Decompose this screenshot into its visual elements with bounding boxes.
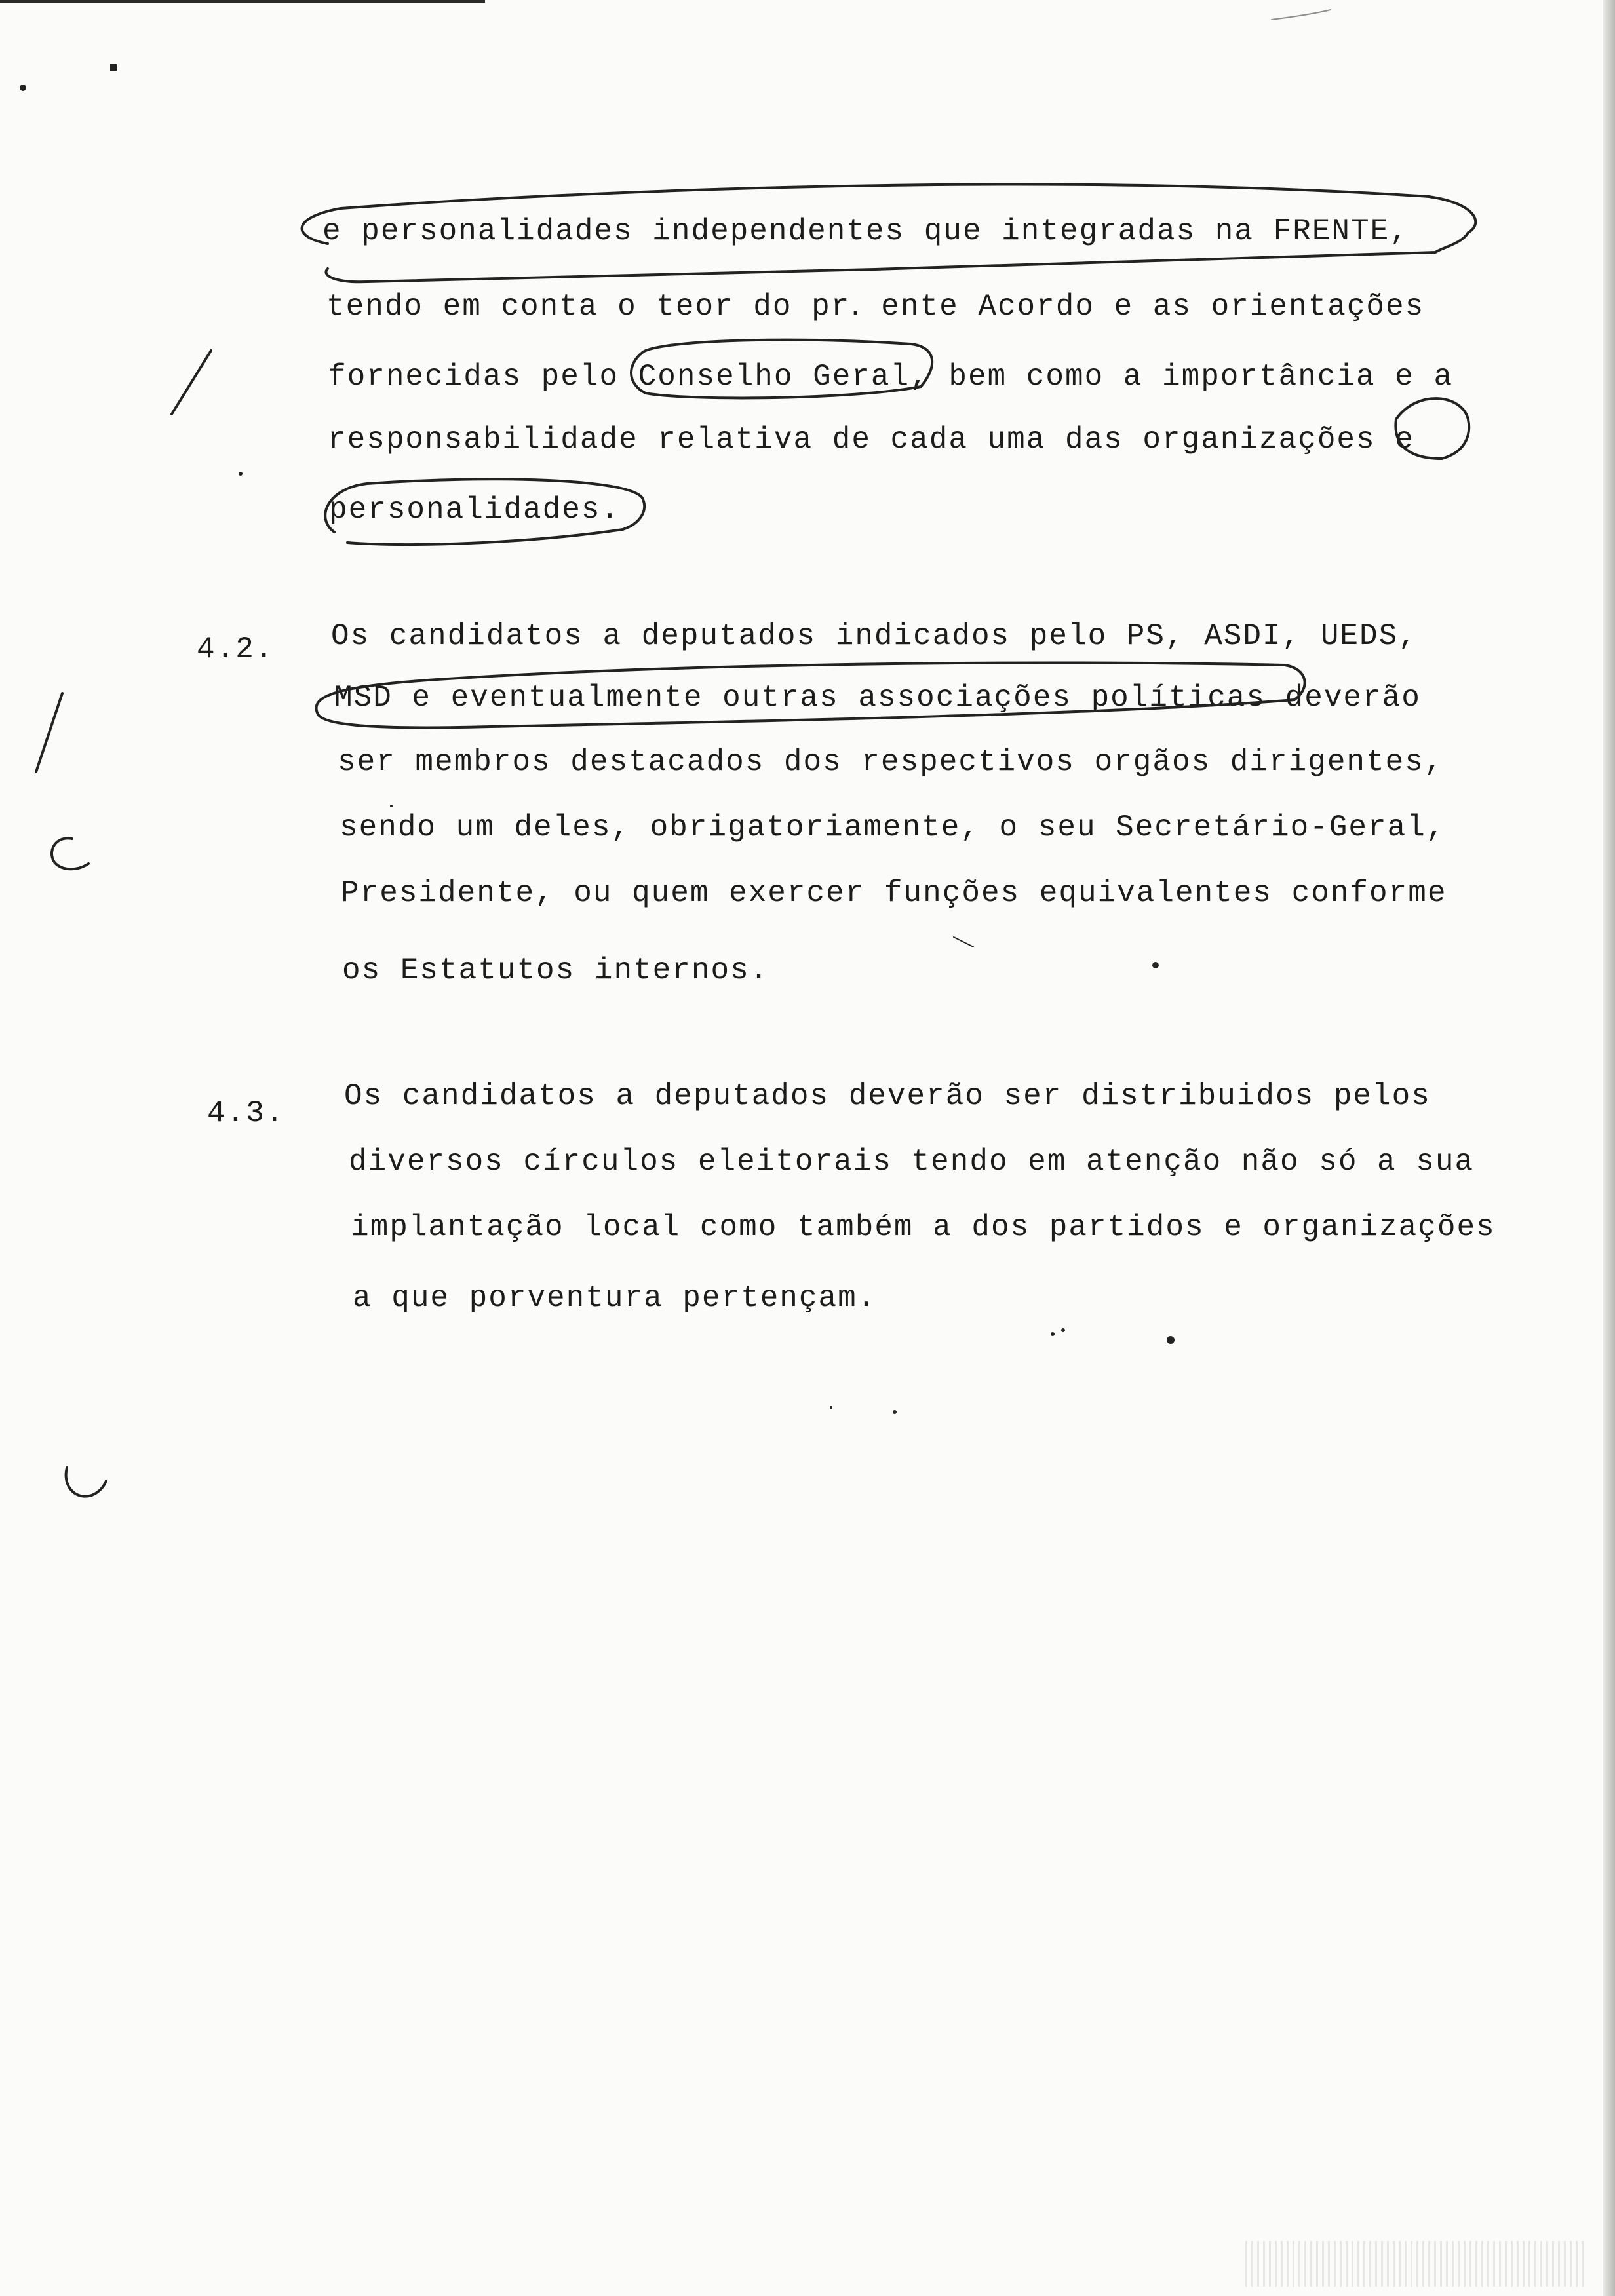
text-line: os Estatutos internos. [342,953,769,987]
ink-dot [1167,1336,1175,1344]
scan-noise [1245,2241,1586,2287]
text-line: ser membros destacados dos respectivos orgãos dirigentes, [338,745,1444,779]
ink-dot [893,1410,897,1414]
text-line: Os candidatos a deputados indicados pelo PS, ASDI, UEDS, [331,619,1418,653]
text-line: Presidente, ou quem exercer funções equivalentes conforme [341,876,1447,910]
section-number: 4.3. [207,1096,285,1130]
text-line: implantação local como também a dos partidos e organizações [351,1210,1496,1244]
ink-dot [110,64,117,71]
text-line: a que porventura pertençam. [353,1281,877,1315]
text-line: MSD e eventualmente outras associações políticas deverão [334,681,1421,715]
ink-dot [1061,1328,1065,1332]
ink-dot [1051,1332,1055,1336]
ink-dot [239,472,243,476]
pen-mark [66,1468,106,1497]
section-number: 4.2. [197,632,275,666]
ink-dot [20,85,26,91]
ink-dot [390,805,393,807]
pen-mark [36,693,62,772]
text-line: personalidades. [329,493,621,527]
text-line: diversos círculos eleitorais tendo em atenção não só a sua [349,1145,1475,1179]
text-line: tendo em conta o teor do pr․ ente Acordo e as orientações [326,290,1425,324]
scan-right-edge [1603,0,1615,2296]
text-line: fornecidas pelo Conselho Geral, bem como a importância e a [328,360,1454,394]
pen-mark [954,937,973,947]
ink-dot [1152,962,1159,968]
text-line: e personalidades independentes que integradas na FRENTE, [322,214,1409,248]
pen-mark [52,838,88,869]
pen-mark [172,351,211,414]
pen-mark [1272,10,1331,20]
text-line: Os candidatos a deputados deverão ser distribuidos pelos [344,1079,1431,1113]
scan-top-edge [0,0,485,3]
ink-dot [830,1406,832,1409]
text-line: responsabilidade relativa de cada uma das organizações e [328,423,1414,457]
text-line: sendo um deles, obrigatoriamente, o seu Secretário-Geral, [340,811,1446,845]
